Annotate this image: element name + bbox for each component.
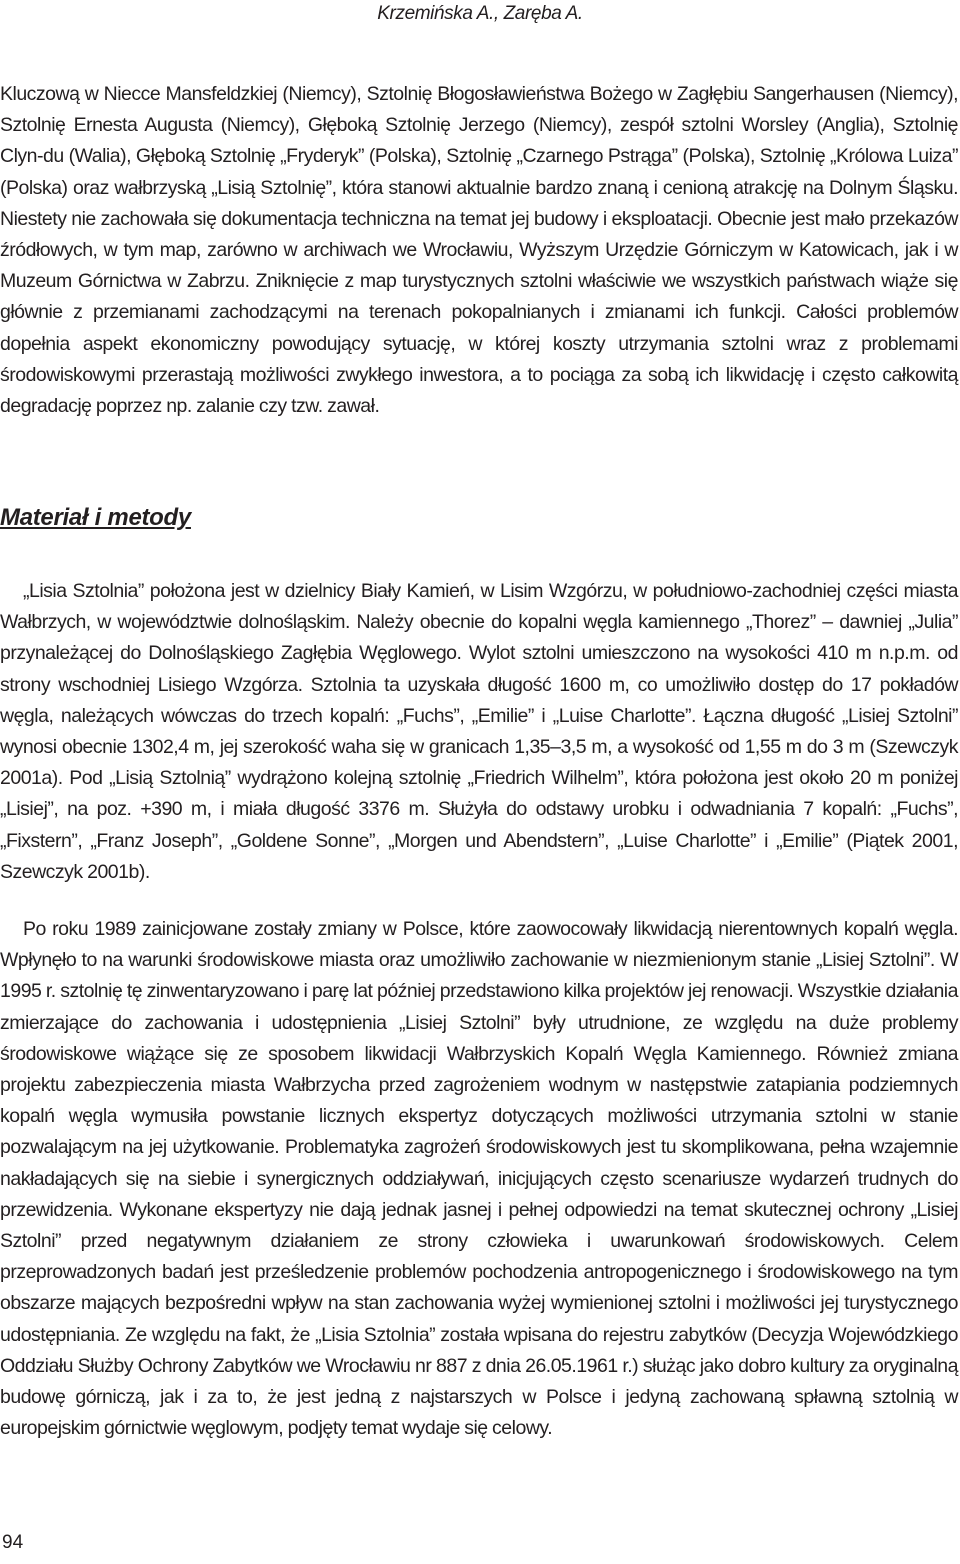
page-number: 94 — [2, 1532, 24, 1553]
section-heading-materials-methods: Materiał i metody — [0, 504, 191, 531]
running-head: Krzemińska A., Zaręba A. — [377, 3, 583, 24]
paragraph-materials-1: „Lisia Sztolnia” położona jest w dzielnicy Biały Kamień, w Lisim Wzgórzu, w południowo-zachodniej części miasta Wałbrzych, w województwie dolnośląskim. Należy obecnie do kopalni węgla kamiennego „Thorez” – dawniej „Julia” przynależącej do Dolnośląskiego Zagłębia Węglowego. Wylot sztolni umieszczono na wysokości 410 m n.p.m. od strony wschodniej Lisiego Wzgórza. Sztolnia ta uzyskała długość 1600 m, co umożliwiło dostęp do 17 pokładów węgla, należących wówczas do trzech kopalń: „Fuchs”, „Emilie” i „Luise Charlotte”. Łączna długość „Lisiej Sztolni” wynosi obecnie 1302,4 m, jej szerokość waha się w granicach 1,35–3,5 m, a wysokość od 1,55 m do 3 m (Szewczyk 2001a). Pod „Lisią Sztolnią” wydrążono kolejną sztolnię „Friedrich Wilhelm”, która położona jest około 20 m poniżej „Lisiej”, na poz. +390 m, i miała długość 3376 m. Służyła do odstawy urobku i odwadniania 7 kopalń: „Fuchs”, „Fixstern”, „Franz Joseph”, „Goldene Sonne”, „Morgen und Abendstern”, „Luise Charlotte” i „Emilie” (Piątek 2001, Szewczyk 2001b). — [0, 580, 958, 883]
paragraph-intro: Kluczową w Niecce Mansfeldzkiej (Niemcy), Sztolnię Błogosławieństwa Bożego w Zagłębiu Sangerhausen (Niemcy), Sztolnię Ernesta Augusta (Niemcy), Głęboką Sztolnię Jerzego (Niemcy), zespół sztolni Worsley (Anglia), Sztolnię Clyn-du (Walia), Głęboką Sztolnię „Fryderyk” (Polska), Sztolnię „Czarnego Pstrąga” (Polska), Sztolnię „Królowa Luiza” (Polska) oraz wałbrzyską „Lisią Sztolnię”, która stanowi aktualnie bardzo znaną i cenioną atrakcję na Dolnym Śląsku. Niestety nie zachowała się dokumentacja techniczna na temat jej budowy i eksploatacji. Obecnie jest mało przekazów źródłowych, w tym map, zarówno w archiwach we Wrocławiu, Wyższym Urzędzie Górniczym w Katowicach, jak i w Muzeum Górnictwa w Zabrzu. Zniknięcie z map turystycznych sztolni właściwie we wszystkich państwach wiąże się głównie z przemianami zachodzącymi na terenach pokopalnianych i zmianami ich funkcji. Całości problemów dopełnia aspekt ekonomiczny powodujący sytuację, w której koszty utrzymania sztolni wraz z problemami środowiskowymi przerastają możliwości zwykłego inwestora, a to pociąga za sobą ich likwidację i często całkowitą degradację poprzez np. zalanie czy tzw. zawał. — [0, 83, 958, 418]
paragraph-materials-2: Po roku 1989 zainicjowane zostały zmiany w Polsce, które zaowocowały likwidacją nierentownych kopalń węgla. Wpłynęło to na warunki środowiskowe miasta oraz umożliwiło zachowanie w niezmienionym stanie „Lisiej Sztolni”. W 1995 r. sztolnię tę zinwentaryzowano i parę lat później przedstawiono kilka projektów jej renowacji. Wszystkie działania zmierzające do zachowania i udostępnienia „Lisiej Sztolni” były utrudnione, ze względu na duże problemy środowiskowe wiążące się ze sposobem likwidacji Wałbrzyskich Kopalń Węgla Kamiennego. Również zmiana projektu zabezpieczenia miasta Wałbrzycha przed zagrożeniem wodnym w następstwie zatapiania podziemnych kopalń węgla wymusiła powstanie licznych ekspertyz dotyczących możliwości utrzymania sztolni w stanie pozwalającym na jej użytkowanie. Problematyka zagrożeń środowiskowych jest tu skomplikowana, pełna wzajemnie nakładających się na siebie i synergicznych oddziaływań, inicjujących często scenariusze wydarzeń trudnych do przewidzenia. Wykonane ekspertyzy nie dają jednak jasnej i pełnej odpowiedzi na temat skutecznej ochrony „Lisiej Sztolni” przed negatywnym działaniem ze strony człowieka i uwarunkowań środowiskowych. Celem przeprowadzonych badań jest prześledzenie problemów pochodzenia antropogenicznego i środowiskowego na tym obszarze mających bezpośredni wpływ na stan zachowania wyżej wymienionej sztolni i możliwości jej turystycznego udostępniania. Ze względu na fakt, że „Lisia Sztolnia” została wpisana do rejestru zabytków (Decyzja Wojewódzkiego Oddziału Służby Ochrony Zabytków we Wrocławiu nr 887 z dnia 26.05.1961 r.) służąc jako dobro kultury za oryginalną budowę górniczą, jak i za to, że jest jedną z najstarszych w Polsce i jedyną zachowaną spławną sztolnią w europejskim górnictwie węglowym, podjęty temat wydaje się celowy. — [0, 918, 958, 1440]
